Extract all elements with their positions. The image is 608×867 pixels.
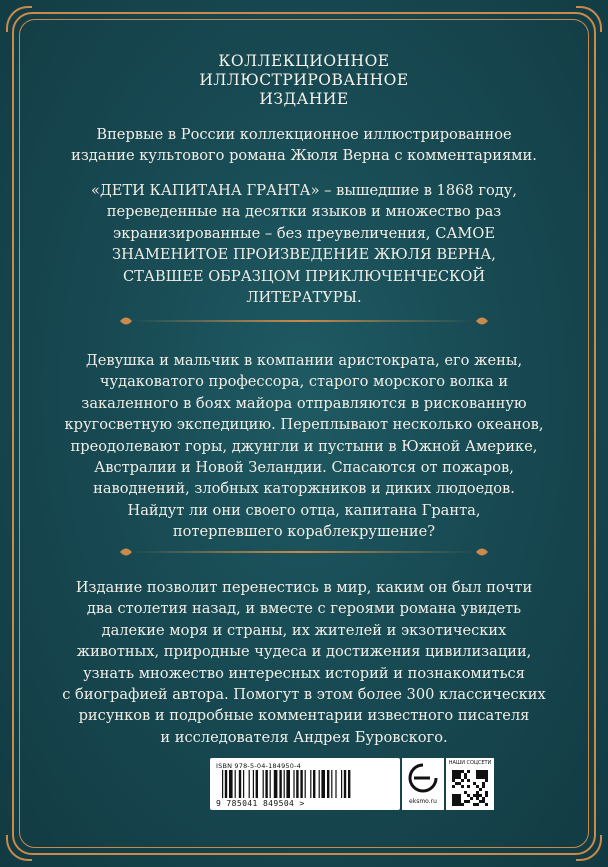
qr-module [479,773,482,776]
barcode-bar [243,770,244,798]
text-line: два столетия назад, и вместе с героями романа увидеть [86,600,522,618]
barcode-icon [222,770,390,798]
barcode-bar [263,770,264,798]
qr-module [461,779,464,782]
qr-module [452,770,455,773]
qr-module [464,776,467,779]
qr-module [467,794,470,797]
qr-module [485,794,488,797]
highlight-paragraph [60,180,548,308]
barcode-bar [319,770,320,798]
qr-module [452,794,455,797]
qr-module [467,785,470,788]
text-line: Австралии и Новой Зеландии. Спасаются от пожаров, [94,459,514,477]
barcode-bar [313,770,315,798]
qr-module [458,782,461,785]
barcode-bar [321,770,325,798]
qr-module [485,791,488,794]
qr-module [476,785,479,788]
barcode-bar [222,770,223,798]
corner-ornament-bottom-left [6,835,32,861]
barcode-bar [229,770,233,798]
text-line: «ДЕТИ КАПИТАНА ГРАНТА» – вышедшие в 1868 году, [91,182,517,199]
text-line: переведенные на десятки языков и множество раз [106,203,502,221]
text-line: ЗНАМЕНИТОЕ ПРОИЗВЕДЕНИЕ ЖЮЛЯ ВЕРНА, [112,246,496,264]
ornamental-divider [118,543,490,561]
barcode-bar [293,770,294,798]
barcode-bar [253,770,254,798]
qr-module [479,794,482,797]
qr-module [479,788,482,791]
qr-module [479,800,482,803]
barcode-digits: 9 785041 849504 > [216,799,305,808]
qr-module [458,803,461,806]
qr-module [461,785,464,788]
qr-module [482,773,485,776]
text-line: кругосветную экспедицию. Переплывают несколько океанов, [64,416,544,434]
text-line: наводнений, злобных каторжников и диких людоедов. [93,480,515,498]
qr-module [482,776,485,779]
qr-module [482,782,485,785]
text-line: Найдут ли они своего отца, капитана Гранта, [127,501,481,519]
barcode-bar [274,770,278,798]
qr-module [467,800,470,803]
text-line: рисунков и подробные комментарии известного писателя [78,707,530,725]
plot-paragraph [60,350,548,543]
qr-module [464,800,467,803]
barcode-bar [331,770,332,798]
barcode-bar [235,770,236,798]
qr-module [485,776,488,779]
isbn-label: ISBN 978-5-04-184950-4 [216,762,301,770]
text-line: потерпевшего кораблекрушение? [172,523,436,541]
qr-module [461,770,464,773]
text-line: Издание позволит перенестись в мир, каким он был почти [75,579,533,596]
qr-module [476,791,479,794]
qr-module [452,803,455,806]
qr-module [476,773,479,776]
text-line: с биографией автора. Помогут в этом более 300 классических [62,686,546,704]
text-line: узнать множество интересных историй и познакомиться [83,664,525,682]
heading-line-2: ИЛЛЮСТРИРОВАННОЕ [199,71,409,89]
qr-module [485,803,488,806]
qr-module [476,776,479,779]
qr-module [485,773,488,776]
qr-caption: НАШИ СОЦСЕТИ [448,760,492,766]
qr-module [458,794,461,797]
barcode-bar [310,770,311,798]
text-line: Девушка и мальчик в компании аристократа, его жены, [85,352,523,369]
qr-module [482,797,485,800]
qr-module [482,800,485,803]
barcode-bar [344,770,346,798]
qr-module [464,791,467,794]
qr-module [476,770,479,773]
qr-module [482,770,485,773]
qr-module [455,794,458,797]
text-line: издание культового романа Жюля Верна с комментариями. [71,147,537,165]
barcode-bar [279,770,281,798]
barcode-bar [335,770,336,798]
barcode-bar [305,770,306,798]
intro-paragraph [60,124,548,167]
qr-module [461,803,464,806]
text-line: экранизированные – без преувеличения, САМОЕ [113,224,495,242]
barcode-bar [284,770,285,798]
qr-module [452,797,455,800]
qr-module [458,773,461,776]
qr-module [485,779,488,782]
qr-module [455,776,458,779]
qr-module [452,776,455,779]
qr-module [452,773,455,776]
barcode-bar [265,770,267,798]
barcode-bar [225,770,227,798]
text-line: ЛИТЕРАТУРЫ. [246,289,362,307]
qr-module [455,800,458,803]
qr-module [476,794,479,797]
qr-module [485,770,488,773]
text-line: Впервые в России коллекционное иллюстрированное [96,126,512,143]
text-line: и исследователя Андрея Буровского. [160,728,448,746]
qr-module [473,803,476,806]
qr-module [467,770,470,773]
barcode-bar [348,770,350,798]
barcode-bar [296,770,298,798]
qr-module [452,785,455,788]
eksmo-logo-icon [402,758,444,798]
text-line: далекие моря и страны, их жителей и экзотических [101,621,507,639]
barcode-bar [256,770,258,798]
edition-paragraph [60,577,548,748]
qr-module [476,797,479,800]
heading-line-3: ИЗДАНИЕ [259,90,349,108]
qr-module [455,770,458,773]
qr-module [464,773,467,776]
qr-module [455,773,458,776]
qr-module [482,785,485,788]
text-line: животных, природные чудеса и достижения цивилизации, [76,643,532,661]
qr-module [479,776,482,779]
qr-module [458,776,461,779]
qr-module [467,779,470,782]
qr-module [473,782,476,785]
qr-module [476,803,479,806]
qr-module [455,782,458,785]
barcode-bar [270,770,271,798]
qr-module [452,800,455,803]
qr-module [455,797,458,800]
barcode-bar [239,770,241,798]
qr-module [470,797,473,800]
barcode-bar [300,770,302,798]
text-line: закаленного в боях майора отправляются в рискованную [81,394,527,412]
corner-ornament-top-left [6,6,32,32]
qr-module [458,797,461,800]
qr-module [458,800,461,803]
qr-module [473,794,476,797]
corner-ornament-top-right [576,6,602,32]
barcode-bar [249,770,250,798]
ornamental-divider [118,312,490,330]
barcode-bar [286,770,290,798]
edition-heading [0,52,608,109]
publisher-site: eksmo.ru [409,798,437,805]
heading-line-1: КОЛЛЕКЦИОННОЕ [218,52,390,70]
qr-module [458,770,461,773]
text-line: СТАВШЕЕ ОБРАЗЦОМ ПРИКЛЮЧЕНЧЕСКОЙ [122,267,486,285]
text-line: преодолевают горы, джунгли и пустыни в Южной Америке, [70,437,538,455]
corner-ornament-bottom-right [576,835,602,861]
qr-module [479,770,482,773]
text-line: чудаковатого профессора, старого морского волка и [99,373,509,391]
barcode-bar [327,770,329,798]
barcode-bar [341,770,342,798]
qr-module [455,803,458,806]
qr-module [452,779,455,782]
